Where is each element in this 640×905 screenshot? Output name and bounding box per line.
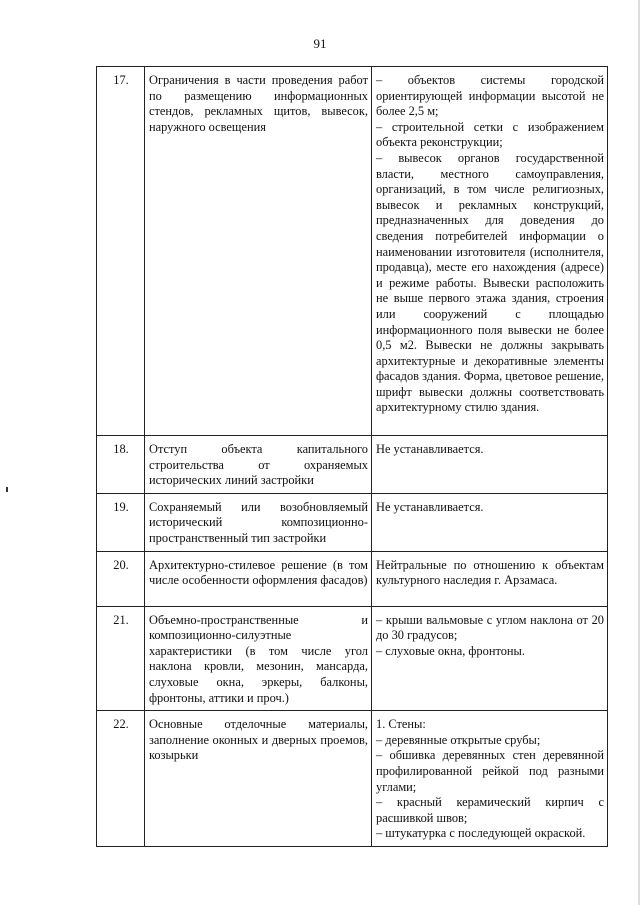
table-row bbox=[97, 436, 608, 494]
page-number: 91 bbox=[313, 36, 327, 51]
value-line: – вывесок органов государственной власти, местного самоуправления, организаций, в том числе религиозных, вывесок и рекламных конструкций, предназначенных для доведения до сведения потребителей информации о наименовании изготовителя (исполнителя, продавца), месте его нахождения (адресе) и режиме работы. Вывески расположить не выше первого этажа здания, строения или сооружений с площадью информационного поля вывески не более 0,5 м2. Вывески не должны закрывать архитектурные и декоративные элементы фасадов здания. Форма, цветовое решение, шрифт вывески должны соответствовать архитектурному стилю здания. bbox=[376, 150, 604, 415]
regulations-table bbox=[96, 66, 608, 847]
scan-mark bbox=[6, 487, 8, 492]
parameter-name: Отступ объекта капитального строительства от охраняемых исторических линий застройки bbox=[145, 436, 372, 494]
value-line: – слуховые окна, фронтоны. bbox=[376, 643, 525, 658]
row-number: 20. bbox=[97, 551, 145, 606]
row-number: 17. bbox=[97, 67, 145, 436]
value-line: Не устанавливается. bbox=[376, 499, 484, 514]
table-row bbox=[97, 493, 608, 551]
parameter-name: Объемно-пространственные и композиционно-силуэтные характеристики (в том числе угол наклона кровли, мезонин, мансарда, слуховые окна, эркеры, балконы, фронтоны, аттики и проч.) bbox=[145, 606, 372, 711]
parameter-value bbox=[372, 606, 608, 711]
parameter-value bbox=[372, 436, 608, 494]
value-line: – объектов системы городской ориентирующей информации высотой не более 2,5 м; bbox=[376, 73, 604, 119]
table-row bbox=[97, 711, 608, 847]
value-line: – красный керамический кирпич с расшивкой швов; bbox=[376, 795, 604, 825]
parameter-name: Основные отделочные материалы, заполнение оконных и дверных проемов, козырьки bbox=[145, 711, 372, 847]
value-line: Не устанавливается. bbox=[376, 442, 484, 456]
parameter-value bbox=[372, 493, 608, 551]
row-number: 18. bbox=[97, 436, 145, 494]
table-row bbox=[97, 606, 608, 711]
parameter-value bbox=[372, 551, 608, 606]
row-number: 19. bbox=[97, 493, 145, 551]
value-line: Нейтральные по отношению к объектам культурного наследия г. Арзамаса. bbox=[376, 557, 604, 588]
value-line: 1. Стены: bbox=[376, 717, 426, 732]
value-line: – штукатурка с последующей окраской. bbox=[376, 826, 586, 841]
row-number: 22. bbox=[97, 711, 145, 847]
value-line: – деревянные открытые срубы; bbox=[376, 732, 541, 747]
parameter-name: Архитектурно-стилевое решение (в том числе особенности оформления фасадов) bbox=[145, 551, 372, 606]
parameter-value bbox=[372, 67, 608, 436]
row-number: 21. bbox=[97, 606, 145, 711]
table-row bbox=[97, 551, 608, 606]
value-line: – строительной сетки с изображением объекта реконструкции; bbox=[376, 119, 604, 150]
parameter-name: Ограничения в части проведения работ по размещению информационных стендов, рекламных щитов, вывесок, наружного освещения bbox=[145, 67, 372, 436]
value-line: – обшивка деревянных стен деревянной профилированной рейкой под разными углами; bbox=[376, 748, 604, 794]
table-row bbox=[97, 67, 608, 436]
value-line: – крыши вальмовые с углом наклона от 20 до 30 градусов; bbox=[376, 612, 604, 643]
parameter-value bbox=[372, 711, 608, 847]
parameter-name: Сохраняемый или возобновляемый исторический композиционно-пространственный тип застройки bbox=[145, 493, 372, 551]
